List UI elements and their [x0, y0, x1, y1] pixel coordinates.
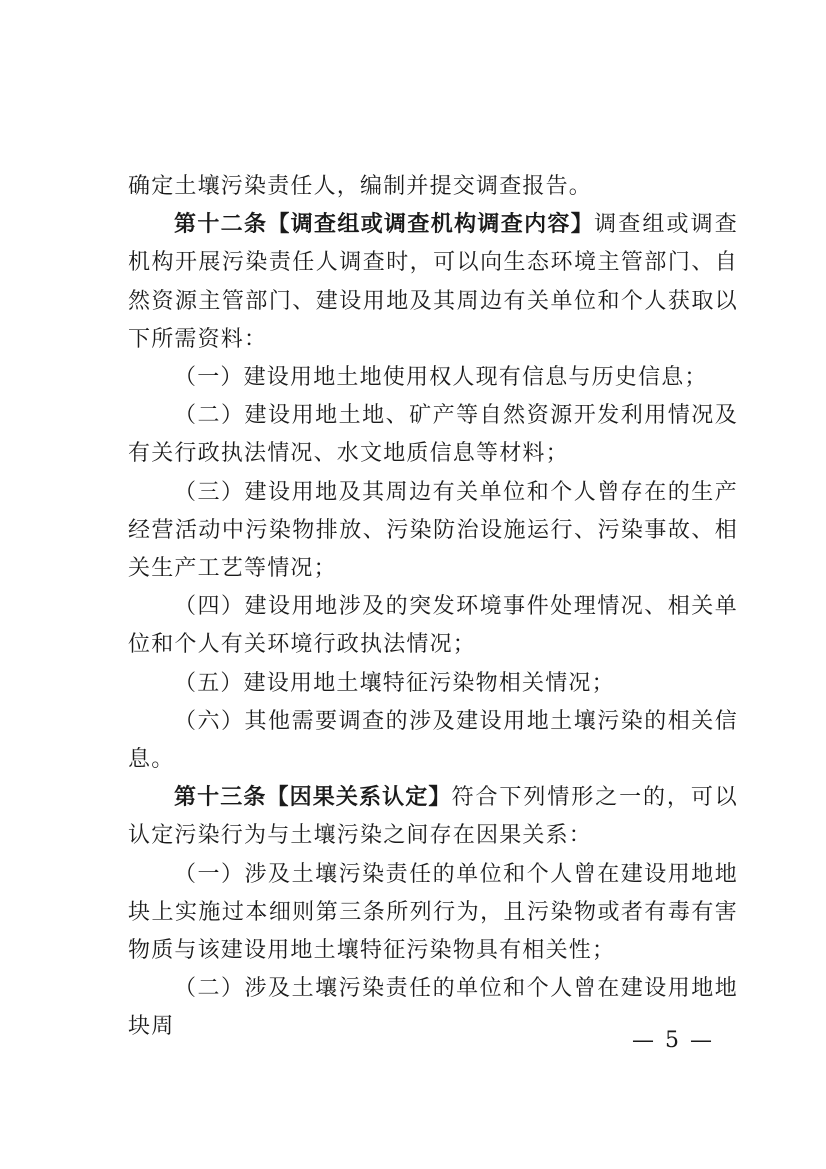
article-12-body: 调查组或调查机构开展污染责任人调查时，可以向生态环境主管部门、自然资源主管部门、建设用地及其周边有关单位和个人获取以下所需资料： — [128, 212, 739, 352]
article-12 — [128, 206, 738, 359]
article-13-heading: 第十三条【因果关系认定】 — [174, 785, 452, 811]
article-13-body: 符合下列情形之一的，可以认定污染行为与土壤污染之间存在因果关系： — [128, 785, 738, 849]
article-13-item-2: （二）涉及土壤污染责任的单位和个人曾在建设用地地块周 — [128, 976, 738, 1040]
article-12-item-4: （四）建设用地涉及的突发环境事件处理情况、相关单位和个人有关环境行政执法情况； — [128, 594, 738, 658]
article-13 — [128, 779, 738, 855]
article-12-item-3: （三）建设用地及其周边有关单位和个人曾存在的生产经营活动中污染物排放、污染防治设施运行、污染事故、相关生产工艺等情况； — [128, 479, 738, 582]
article-12-heading: 第十二条【调查组或调查机构调查内容】 — [174, 212, 595, 238]
article-13-item-1: （一）涉及土壤污染责任的单位和个人曾在建设用地地块上实施过本细则第三条所列行为，且污染物或者有毒有害物质与该建设用地土壤特征污染物具有相关性； — [128, 861, 738, 964]
article-12-item-1: （一）建设用地土地使用权人现有信息与历史信息； — [174, 365, 708, 391]
page-number: — 5 — — [632, 1028, 714, 1053]
article-12-item-6: （六）其他需要调查的涉及建设用地土壤污染的相关信息。 — [128, 708, 738, 773]
paragraph-continuation: 确定土壤污染责任人，编制并提交调查报告。 — [128, 174, 593, 199]
article-12-item-2: （二）建设用地土地、矿产等自然资源开发利用情况及有关行政执法情况、水文地质信息等材料； — [128, 403, 738, 467]
article-12-item-5: （五）建设用地土壤特征污染物相关情况； — [174, 670, 615, 696]
